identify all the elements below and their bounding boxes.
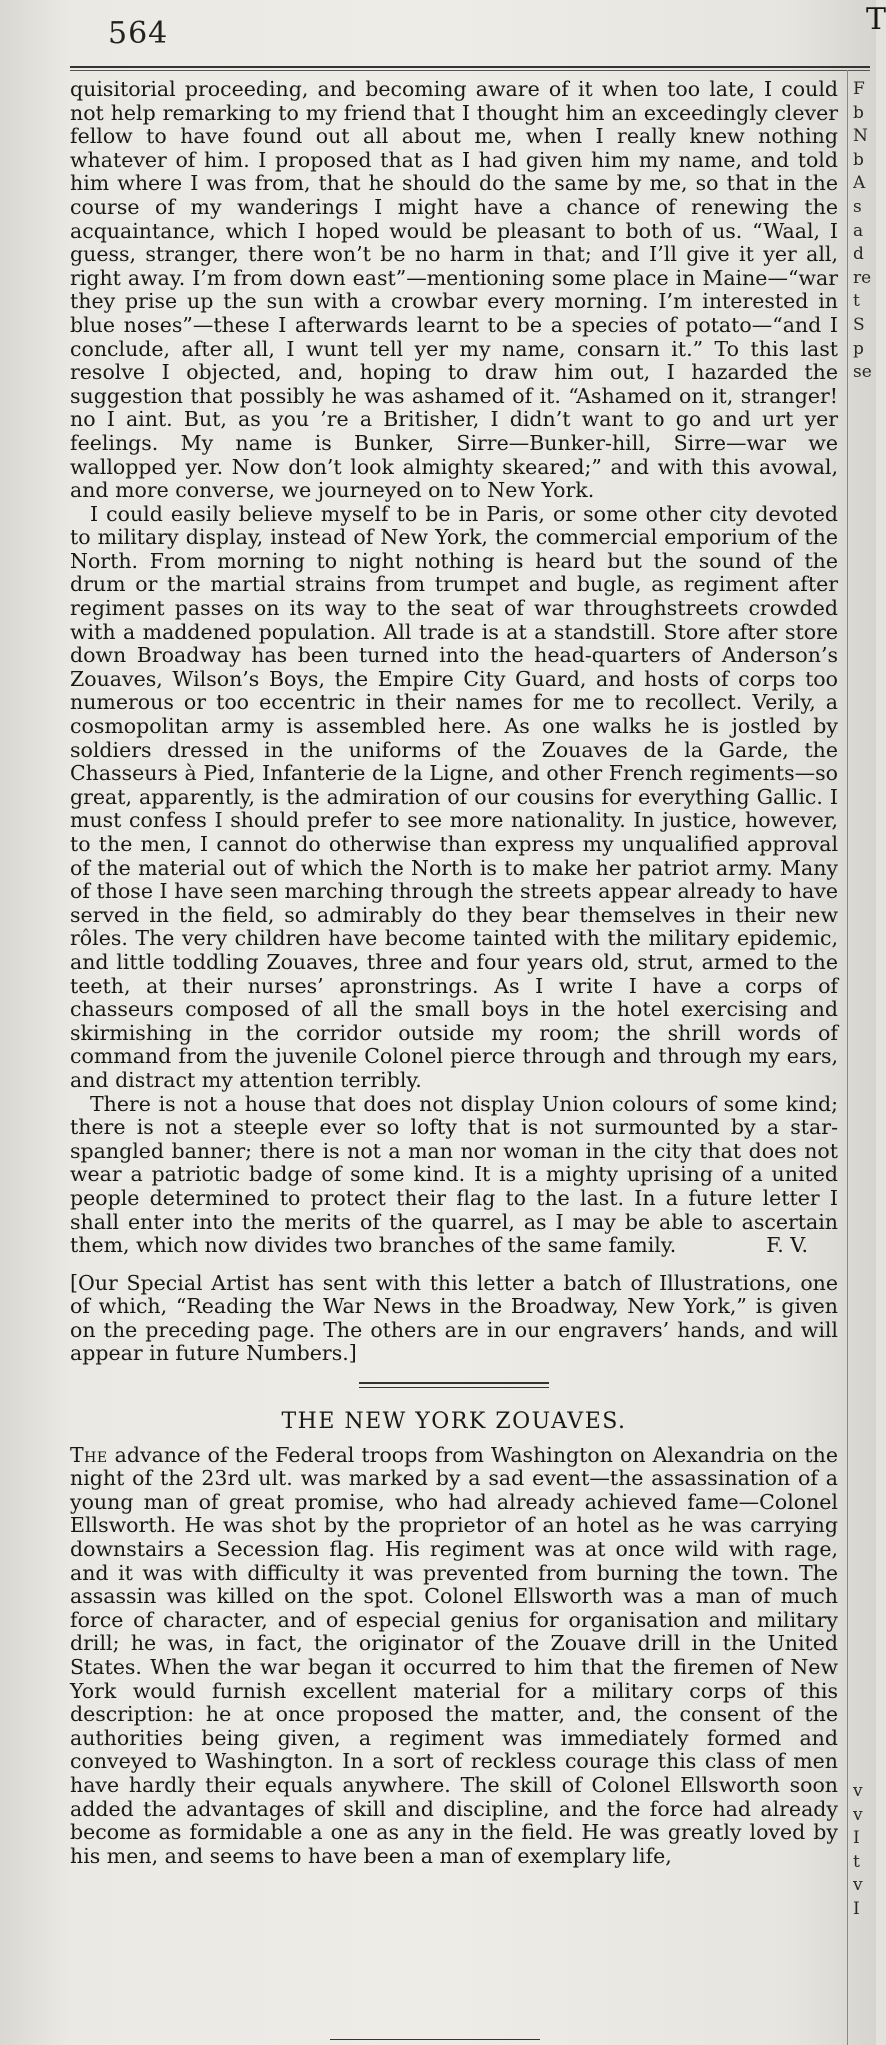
- fragment-line: I: [853, 1898, 860, 1919]
- fragment-line: v: [853, 1804, 863, 1825]
- fragment-line: v: [853, 1781, 863, 1801]
- author-signature: F. V.: [766, 1233, 808, 1258]
- section-lead-word: The: [70, 1442, 108, 1467]
- adjacent-column-fragment-bottom: [853, 1780, 876, 1922]
- main-column: [70, 78, 838, 1868]
- fragment-line: t: [853, 1851, 860, 1872]
- fragment-line: v: [853, 1875, 863, 1896]
- section-body-text: advance of the Federal troops from Washington on Alexandria on the night of the 23rd ult. was marked by a sad event—the assassination of a young man of great promise, who had already achieved fame—Colonel Ellsworth. He was shot by the proprietor of an hotel as he was carrying downstairs a Secession flag. His regiment was at once wild with rage, and it was with difficulty it was prevented from burning the town. The assassin was killed on the spot. Colonel Ellsworth was a man of much force of character, and of especial genius for organisation and military drill; he was, in fact, the originator of the Zouave drill in the United States. When the war began it occurred to him that the firemen of New York would furnish excellent material for a military corps of this description: he at once proposed the matter, and, the consent of the authorities being given, a regiment was immediately formed and conveyed to Washington. In a sort of reckless courage this class of men have hardly their equals anywhere. The skill of Colonel Ellsworth soon added the advantages of skill and discipline, and the force had already become as formidable a one as any in the field. He was greatly loved by his men, and seems to have been a man of exemplary life,: [70, 1442, 838, 1868]
- fragment-line: b: [853, 102, 864, 123]
- fragment-line: d: [853, 244, 864, 265]
- adjacent-column-fragment-top: [853, 78, 876, 385]
- article-paragraph: There is not a house that does not display Union colours of some kind; there is not a steeple ever so lofty that is not surmounted by a star-spangled banner; there is not a man nor woman in the city that does not wear a patriotic badge of some kind. It is a mighty uprising of a united people determined to protect their flag to the last. In a future letter I shall enter into the merits of the quarrel, as I may be able to ascertain them, which now divides two branches of the same family.: [70, 1091, 838, 1258]
- fragment-line: I: [853, 1828, 860, 1849]
- page-number: 564: [108, 16, 169, 51]
- column-gutter-rule: [847, 70, 848, 2045]
- fragment-line: N: [853, 126, 868, 147]
- article-paragraph: quisitorial proceeding, and becoming aware of it when too late, I could not help remarking to my friend that I thought him an exceedingly clever fellow to have found out all about me, when I really knew nothing whatever of him. I proposed that as I had given him my name, and told him where I was from, that he should do the same by me, so that in the course of my wanderings I might have a chance of renewing the acquaintance, which I hoped would be pleasant to both of us. “Waal, I guess, stranger, there won’t be no harm in that; and I’ll give it yer all, right away. I’m from down east”—mentioning some place in Maine—“war they prise up the sun with a crowbar every morning. I’m interested in blue noses”—these I afterwards learnt to be a species of potato—“and I conclude, after all, I wunt tell yer my name, consarn it.” To this last resolve I objected, and, hoping to draw him out, I hazarded the suggestion that possibly he was ashamed of it. “Ashamed on it, stranger! no I aint. But, as you ’re a Britisher, I didn’t want to go and urt yer feelings. My name is Bunker, Sirre—Bunker-hill, Sirre—war we wallopped yer. Now don’t look almighty skeared;” and with this avowal, and more converse, we journeyed on to New York.: [70, 77, 838, 503]
- fragment-line: S: [853, 314, 865, 335]
- editor-note: [Our Special Artist has sent with this letter a batch of Illustrations, one of which, “Reading the War News in the Broadway, New York,” is given on the preceding page. The others are in our engravers’ hands, and will appear in future Numbers.]: [70, 1270, 838, 1366]
- header-rule: [70, 66, 870, 71]
- section-body: [70, 1444, 838, 1869]
- fragment-line: se: [853, 362, 872, 383]
- section-divider: [359, 1382, 549, 1388]
- fragment-line: re: [853, 267, 872, 288]
- fragment-line: F: [853, 79, 865, 99]
- fragment-line: b: [853, 149, 864, 170]
- fragment-line: p: [853, 338, 864, 359]
- fragment-line: s: [853, 196, 862, 217]
- section-title: THE NEW YORK ZOUAVES.: [281, 1409, 627, 1435]
- adjacent-page-header-fragment: T: [866, 2, 886, 37]
- bottom-rule: [330, 2039, 540, 2040]
- fragment-line: a: [853, 220, 864, 241]
- article-paragraph: I could easily believe myself to be in Paris, or some other city devoted to military display, instead of New York, the commercial emporium of the North. From morning to night nothing is heard but the sound of the drum or the martial strains from trumpet and bugle, as regiment after regiment passes on its way to the seat of war throughstreets crowded with a maddened population. All trade is at a standstill. Store after store down Broadway has been turned into the head-quarters of Anderson’s Zouaves, Wilson’s Boys, the Empire City Guard, and hosts of corps too numerous or too eccentric in their names for me to recollect. Verily, a cosmopolitan army is assembled here. As one walks he is jostled by soldiers dressed in the uniforms of the Zouaves de la Garde, the Chasseurs à Pied, Infanterie de la Ligne, and other French regiments—so great, apparently, is the admiration of our cousins for everything Gallic. I must confess I should prefer to see more nationality. In justice, however, to the men, I cannot do otherwise than express my unqualified approval of the material out of which the North is to make her patriot army. Many of those I have seen marching through the streets appear already to have served in the field, so admirably do they bear themselves in their new rôles. The very children have become tainted with the military epidemic, and little toddling Zouaves, three and four years old, strut, armed to the teeth, at their nurses’ apronstrings. As I write I have a corps of chasseurs composed of all the small boys in the hotel exercising and skirmishing in the corridor outside my room; the shrill words of command from the juvenile Colonel pierce through and through my ears, and distract my attention terribly.: [70, 501, 838, 1092]
- fragment-line: t: [853, 291, 860, 312]
- fragment-line: A: [853, 173, 866, 194]
